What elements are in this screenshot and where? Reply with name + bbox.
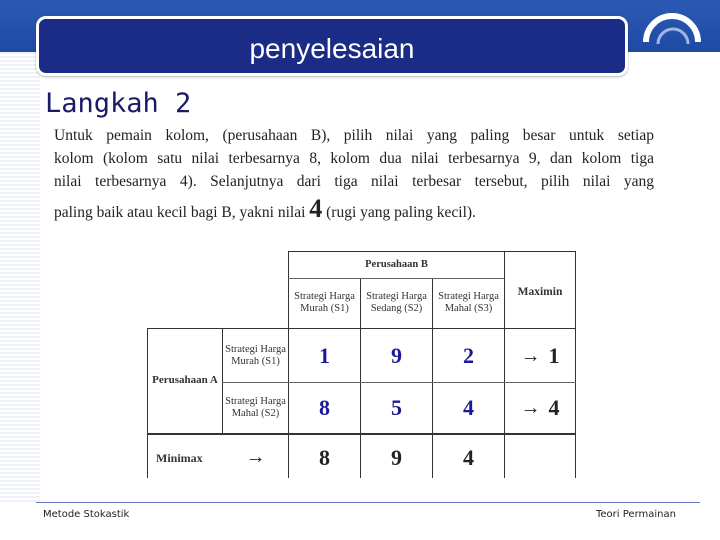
minimax-label: Minimax	[156, 450, 203, 465]
footer-left: Metode Stokastik	[43, 509, 130, 520]
row-header: Strategi Harga Mahal (S2)	[225, 396, 286, 419]
footer-divider	[36, 502, 700, 503]
arrow-right-icon: →	[520, 396, 541, 419]
payoff-cell: 1	[319, 343, 330, 368]
paragraph-line: paling baik atau kecil bagi B, yakni nilai 4 (rugi yang paling kecil).	[54, 194, 476, 223]
payoff-cell: 8	[319, 395, 330, 420]
section-heading: Langkah 2	[45, 88, 192, 119]
col-header: Strategi Harga Murah (S1)	[294, 291, 355, 314]
decorative-stripes	[0, 52, 40, 502]
paragraph-line: nilai terbesarnya 4). Selanjutnya dari tiga nilai terbesar tersebut, pilih nilai yang	[54, 173, 654, 190]
paragraph-line: Untuk pemain kolom, (perusahaan B), pilih nilai yang paling besar untuk setiap	[54, 127, 654, 144]
maximin-value: → 1	[520, 343, 560, 368]
payoff-cell: 9	[391, 343, 402, 368]
payoff-cell: 5	[391, 395, 402, 420]
title-box	[36, 16, 628, 76]
arrow-right-icon: →	[520, 344, 541, 367]
paragraph-line: kolom (kolom satu nilai terbesarnya 8, kolom dua nilai terbesarnya 9, dan kolom tiga	[54, 150, 654, 167]
maximin-value: → 4	[520, 395, 560, 420]
row-header: Strategi Harga Murah (S1)	[225, 344, 286, 367]
minimax-value: 8	[319, 445, 330, 470]
col-header: Strategi Harga Sedang (S2)	[366, 291, 427, 314]
explanation-paragraph	[54, 124, 654, 223]
highlight-value: 4	[309, 194, 323, 223]
decorative-arc-icon	[640, 8, 702, 70]
maximin-label: Maximin	[517, 286, 563, 298]
col-header: Strategi Harga Mahal (S3)	[438, 291, 499, 314]
footer-right: Teori Permainan	[596, 509, 676, 520]
minimax-value: 9	[391, 445, 402, 470]
company-a-label: Perusahaan A	[152, 374, 218, 386]
payoff-cell: 4	[463, 395, 474, 420]
arrow-right-icon: →	[245, 445, 266, 468]
payoff-cell: 2	[463, 343, 474, 368]
minimax-value: 4	[463, 445, 474, 470]
company-b-label: Perusahaan B	[365, 259, 428, 270]
slide-title: penyelesaian	[249, 33, 415, 64]
